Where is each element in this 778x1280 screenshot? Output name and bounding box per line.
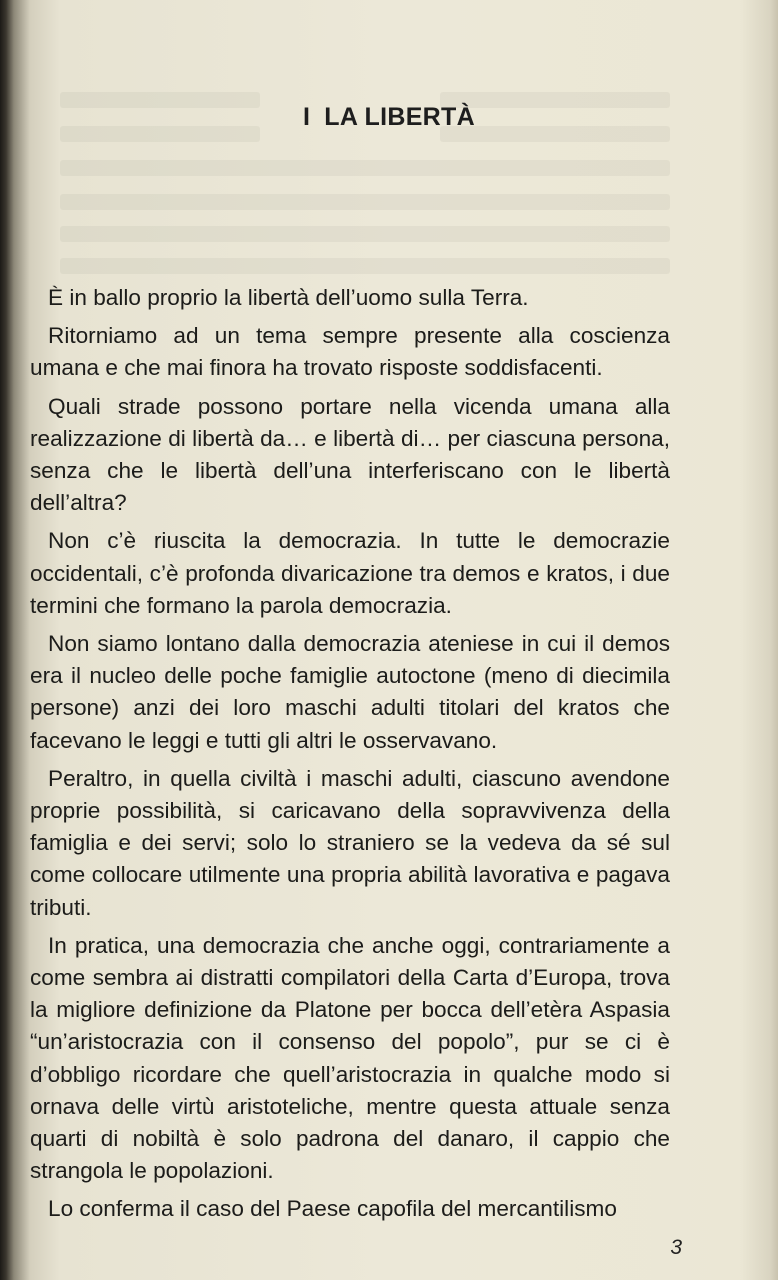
paragraph: Peraltro, in quella civiltà i maschi adulti, ciascuno avendone proprie possibilità, si caricavano della sopravvivenza della famiglia e dei servi; solo lo straniero se la vedeva da sé sul come collocare utilmente una propria abilità lavorativa e pagava tributi. bbox=[30, 765, 670, 920]
paragraph: Quali strade possono portare nella vicenda umana alla realizzazione di libertà da… e libertà di… per ciascuna persona, senza che le libertà dell’una interferiscano con le libertà dell’altra? bbox=[30, 393, 670, 516]
paragraph: Lo conferma il caso del Paese capofila del mercantilismo bbox=[48, 1196, 617, 1222]
body-text bbox=[30, 282, 670, 1232]
chapter-title: LA LIBERTÀ bbox=[324, 102, 475, 131]
paragraph: In pratica, una democrazia che anche oggi, contrariamente a come sembra ai distratti compilatori della Carta d’Europa, trova la migliore definizione da Platone per bocca dell’etèra Aspasia “un’aristocrazia con il consenso del popolo”, pur se ci è d’obbligo ricordare che quell’aristocrazia in qualche modo si ornava delle virtù aristoteliche, mentre questa attuale senza quarti di nobiltà è solo padrona del danaro, il cappio che strangola le popolazioni. bbox=[30, 932, 670, 1184]
paragraph: Non siamo lontano dalla democrazia ateniese in cui il demos era il nucleo delle poche famiglie autoctone (meno di diecimila persone) anzi dei loro maschi adulti titolari del kratos che facevano le leggi e tutti gli altri le osservavano. bbox=[30, 631, 670, 753]
page-number: 3 bbox=[670, 1236, 682, 1259]
chapter-number: I bbox=[303, 102, 311, 131]
paragraph: Ritorniamo ad un tema sempre presente alla coscienza umana e che mai finora ha trovato risposte soddisfacenti. bbox=[30, 323, 670, 381]
paragraph: Non c’è riuscita la democrazia. In tutte le democrazie occidentali, c’è profonda divaricazione tra demos e kratos, i due termini che formano la parola democrazia. bbox=[30, 528, 670, 618]
paragraph: È in ballo proprio la libertà dell’uomo sulla Terra. bbox=[48, 285, 529, 310]
chapter-heading bbox=[0, 103, 778, 132]
